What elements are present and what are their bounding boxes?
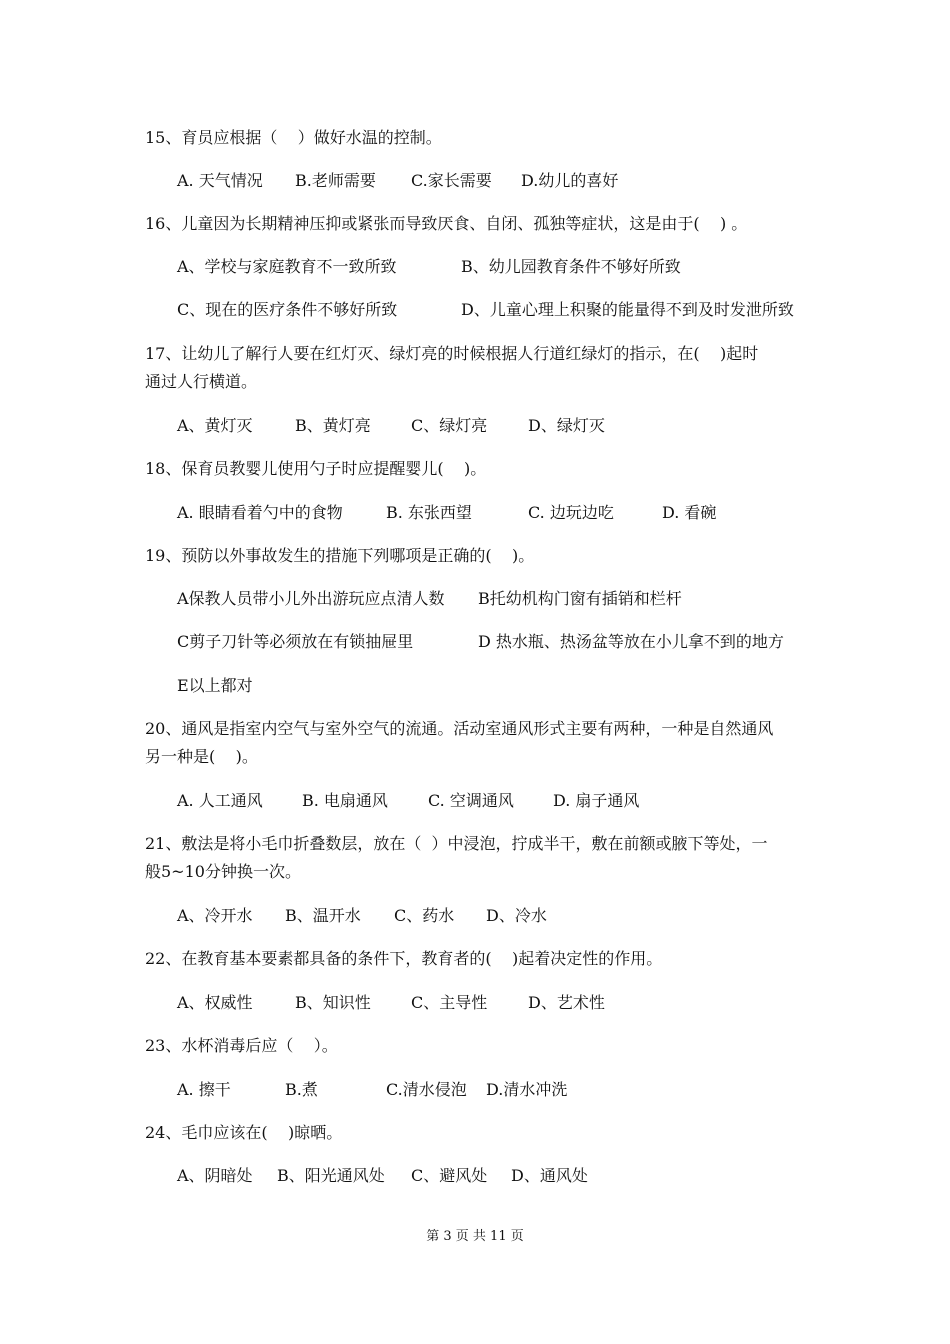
question-24-option-a: A、阴暗处 <box>177 1166 253 1185</box>
question-16-stem: 16、儿童因为长期精神压抑或紧张而导致厌食、自闭、孤独等症状，这是由于( ) 。 <box>145 214 748 233</box>
question-21-stem-line-1: 21、敷法是将小毛巾折叠数层，放在（ ）中浸泡，拧成半干，敷在前额或腋下等处，一 <box>145 834 768 853</box>
question-18-option-d: D. 看碗 <box>662 503 717 522</box>
question-21-option-b: B、温开水 <box>285 906 361 925</box>
question-22-option-b: B、知识性 <box>295 993 371 1012</box>
question-22-option-c: C、主导性 <box>411 993 488 1012</box>
question-23-option-a: A. 擦干 <box>177 1080 231 1099</box>
question-19-option-e: E以上都对 <box>177 676 253 695</box>
question-20-option-b: B. 电扇通风 <box>302 791 388 810</box>
question-15-stem: 15、育员应根据（ ）做好水温的控制。 <box>145 128 442 147</box>
question-21-option-a: A、冷开水 <box>177 906 253 925</box>
question-23-option-c: C.清水侵泡 <box>386 1080 467 1099</box>
question-20-stem-line-1: 20、通风是指室内空气与室外空气的流通。活动室通风形式主要有两种，一种是自然通风 <box>145 719 774 738</box>
question-22-stem: 22、在教育基本要素都具备的条件下，教育者的( )起着决定性的作用。 <box>145 949 663 968</box>
question-20-stem-line-2: 另一种是( )。 <box>145 747 258 766</box>
question-17-option-a: A、黄灯灭 <box>177 416 253 435</box>
question-19-stem: 19、预防以外事故发生的措施下列哪项是正确的( )。 <box>145 546 535 565</box>
question-18-option-b: B. 东张西望 <box>386 503 472 522</box>
question-24-stem: 24、毛巾应该在( )晾晒。 <box>145 1123 343 1142</box>
question-22-option-d: D、艺术性 <box>528 993 605 1012</box>
question-19-option-c: C剪子刀针等必须放在有锁抽屉里 <box>177 632 414 651</box>
question-17-stem-line-1: 17、让幼儿了解行人要在红灯灭、绿灯亮的时候根据人行道红绿灯的指示，在( )起时 <box>145 344 759 363</box>
question-17-stem-line-2: 通过人行横道。 <box>145 372 258 391</box>
question-15-option-c: C.家长需要 <box>411 171 492 190</box>
question-17-option-b: B、黄灯亮 <box>295 416 371 435</box>
question-16-option-d: D、儿童心理上积聚的能量得不到及时发泄所致 <box>461 300 794 319</box>
question-24-option-d: D、通风处 <box>511 1166 588 1185</box>
question-16-option-b: B、幼儿园教育条件不够好所致 <box>461 257 681 276</box>
question-15-option-a: A. 天气情况 <box>177 171 263 190</box>
question-17-option-d: D、绿灯灭 <box>528 416 605 435</box>
question-24-option-c: C、避风处 <box>411 1166 488 1185</box>
question-21-stem-line-2: 般5~10分钟换一次。 <box>145 862 301 881</box>
question-23-option-b: B.煮 <box>285 1080 318 1099</box>
page-number-footer: 第 3 页 共 11 页 <box>426 1229 524 1244</box>
question-15-option-d: D.幼儿的喜好 <box>521 171 619 190</box>
question-18-option-a: A. 眼睛看着勺中的食物 <box>177 503 343 522</box>
question-21-option-d: D、冷水 <box>486 906 547 925</box>
question-20-option-a: A. 人工通风 <box>177 791 263 810</box>
question-18-option-c: C. 边玩边吃 <box>528 503 614 522</box>
question-17-option-c: C、绿灯亮 <box>411 416 488 435</box>
question-20-option-c: C. 空调通风 <box>428 791 514 810</box>
question-16-option-a: A、学校与家庭教育不一致所致 <box>177 257 397 276</box>
question-22-option-a: A、权威性 <box>177 993 253 1012</box>
question-20-option-d: D. 扇子通风 <box>553 791 640 810</box>
question-23-stem: 23、水杯消毒后应（ ）。 <box>145 1036 338 1055</box>
question-18-stem: 18、保育员教婴儿使用勺子时应提醒婴儿( )。 <box>145 459 487 478</box>
question-19-option-b: B托幼机构门窗有插销和栏杆 <box>478 589 682 608</box>
question-21-option-c: C、药水 <box>394 906 455 925</box>
question-15-option-b: B.老师需要 <box>295 171 376 190</box>
question-16-option-c: C、现在的医疗条件不够好所致 <box>177 300 398 319</box>
question-19-option-a: A保教人员带小儿外出游玩应点清人数 <box>177 589 445 608</box>
question-24-option-b: B、阳光通风处 <box>277 1166 385 1185</box>
question-19-option-d: D 热水瓶、热汤盆等放在小儿拿不到的地方 <box>478 632 784 651</box>
question-23-option-d: D.清水冲洗 <box>486 1080 568 1099</box>
